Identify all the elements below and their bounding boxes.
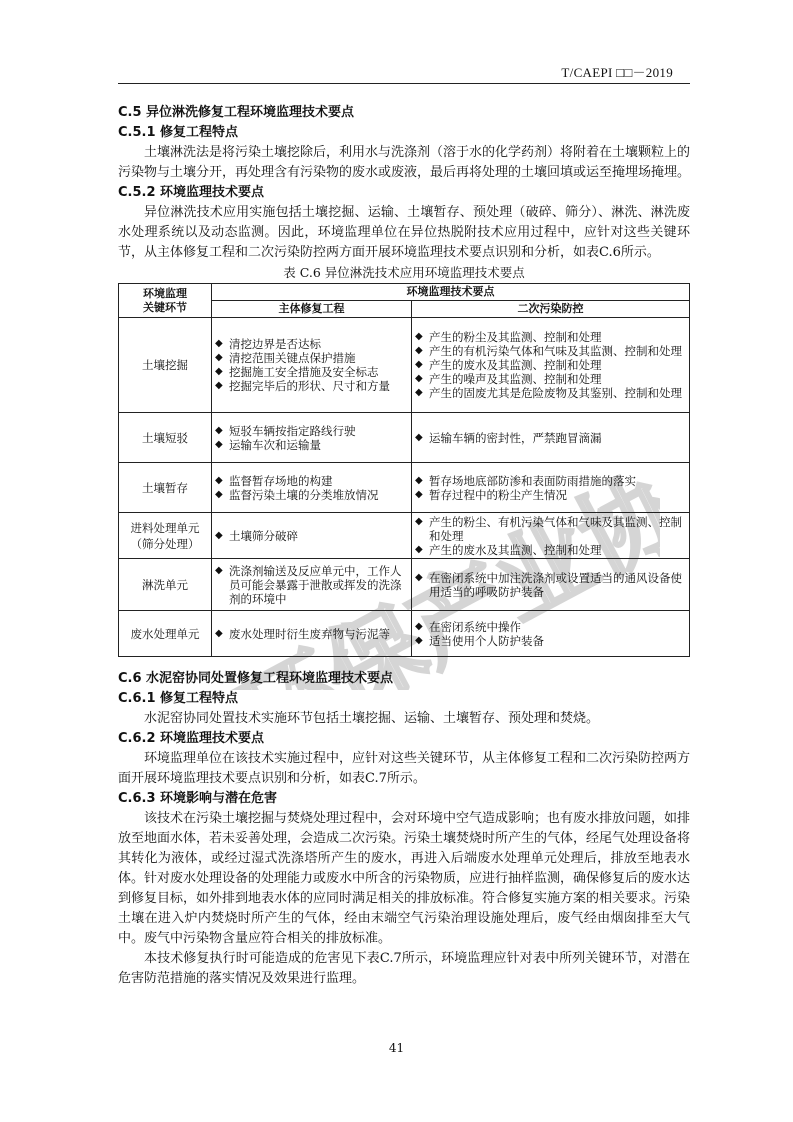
diamond-bullet-icon: ◆ (415, 373, 423, 384)
row-key-step: 废水处理单元 (119, 611, 212, 657)
doc-code: T/CAEPI □□－2019 (561, 65, 673, 80)
diamond-bullet-icon: ◆ (415, 488, 423, 500)
cell-main-works (212, 559, 412, 611)
list-item (415, 431, 686, 445)
cell-secondary-control (412, 413, 690, 463)
diamond-bullet-icon: ◆ (415, 515, 423, 527)
list-item (415, 620, 686, 634)
diamond-bullet-icon: ◆ (415, 571, 423, 583)
table-row (119, 463, 690, 513)
row-key-step: 土壤挖掘 (119, 318, 212, 413)
item-text: 运输车辆的密封性，严禁跑冒滴漏 (429, 430, 602, 445)
table-row (119, 513, 690, 559)
list-item (215, 351, 408, 365)
cell-secondary-control (412, 463, 690, 513)
row-key-step: 进料处理单元 （筛分处理） (119, 513, 212, 559)
diamond-bullet-icon: ◆ (415, 431, 423, 443)
list-item (215, 474, 408, 488)
list-item (215, 529, 408, 543)
list-item (415, 515, 686, 543)
diamond-bullet-icon: ◆ (215, 424, 223, 436)
diamond-bullet-icon: ◆ (215, 474, 223, 486)
cell-secondary-control (412, 611, 690, 657)
list-item (215, 488, 408, 502)
cell-main-works (212, 513, 412, 559)
cell-main-works (212, 318, 412, 413)
diamond-bullet-icon: ◆ (215, 529, 223, 541)
watermark-text: 环保产业协会 (222, 430, 660, 690)
section-c51-title: C.5.1 修复工程特点 (118, 125, 239, 140)
diamond-bullet-icon: ◆ (415, 387, 423, 398)
monitoring-table (118, 283, 690, 657)
diamond-bullet-icon: ◆ (415, 620, 423, 632)
section-c6-title: C.6 水泥窑协同处置修复工程环境监理技术要点 (118, 671, 394, 686)
table-row (119, 559, 690, 611)
list-item (415, 372, 686, 386)
head-main-works: 主体修复工程 (212, 301, 412, 318)
diamond-bullet-icon: ◆ (415, 634, 423, 646)
item-text: 清挖边界是否达标 (229, 337, 321, 351)
diamond-bullet-icon: ◆ (215, 352, 223, 363)
item-text: 挖掘施工安全措施及安全标志 (229, 365, 379, 379)
list-item (215, 424, 408, 438)
section-c63-text-1: 该技术在污染土壤挖掘与焚烧处理过程中，会对环境中空气造成影响；也有废水排放问题，如排放至地面水体，若未妥善处理，会造成二次污染。污染土壤焚烧时所产生的气体，经尾气处理设备将其转化为液体，或经过湿式洗涤塔所产生的废水，再进入后端废水处理单元处理后，排放至地表水体。针对废水处理设备的处理能力或废水中所含的污染物质，应进行抽样监测，确保修复后的废水达到修复目标，如外排到地表水体的应同时满足相关的排放标准。符合修复实施方案的相关要求。污染土壤在进入炉内焚烧时所产生的气体，经由末端空气污染治理设施处理后，废气经由烟囱排至大气中。废气中污染物含量应符合相关的排放标准。 (118, 811, 691, 946)
item-text: 适当使用个人防护装备 (429, 633, 544, 648)
item-text: 废水处理时衍生废弃物与污泥等 (229, 626, 390, 641)
cell-secondary-control (412, 513, 690, 559)
list-item (215, 438, 408, 452)
item-text: 洗涤剂输送及反应单元中，工作人员可能会暴露于泄散或挥发的洗涤剂的环境中 (229, 563, 402, 606)
section-c62-title: C.6.2 环境监理技术要点 (118, 731, 265, 746)
page-number: 41 (388, 1041, 405, 1055)
list-item (415, 634, 686, 648)
list-item (415, 543, 686, 557)
cell-main-works (212, 413, 412, 463)
list-item (415, 330, 686, 344)
item-text: 清挖范围关键点保护措施 (229, 351, 356, 365)
section-c61-text: 水泥窑协同处置技术实施环节包括土壤挖掘、运输、土壤暂存、预处理和焚烧。 (144, 711, 600, 726)
list-item (415, 386, 686, 400)
head-tech-points: 环境监理技术要点 (212, 284, 690, 301)
section-c63-text-2: 本技术修复执行时可能造成的危害见下表C.7所示，环境监理应针对表中所列关键环节，对潜在危害防范措施的落实情况及效果进行监理。 (118, 951, 690, 986)
row-key-step: 土壤暂存 (119, 463, 212, 513)
section-c5-title: C.5 异位淋洗修复工程环境监理技术要点 (118, 105, 355, 120)
diamond-bullet-icon: ◆ (415, 543, 423, 555)
item-text: 在密闭系统中加注洗涤剂或设置适当的通风设备使用适当的呼吸防护装备 (429, 570, 682, 599)
diamond-bullet-icon: ◆ (215, 438, 223, 450)
list-item (415, 474, 686, 488)
item-text: 产生的噪声及其监测、控制和处理 (429, 372, 602, 386)
head-key-step: 环境监理 关键环节 (119, 284, 212, 318)
list-item (415, 571, 686, 599)
diamond-bullet-icon: ◆ (215, 338, 223, 349)
list-item (215, 564, 408, 606)
item-text: 土壤筛分破碎 (229, 528, 298, 543)
diamond-bullet-icon: ◆ (215, 366, 223, 377)
diamond-bullet-icon: ◆ (215, 488, 223, 500)
diamond-bullet-icon: ◆ (415, 345, 423, 356)
list-item (415, 488, 686, 502)
diamond-bullet-icon: ◆ (415, 359, 423, 370)
section-c52-title: C.5.2 环境监理技术要点 (118, 185, 265, 200)
table-row (119, 611, 690, 657)
list-item (215, 365, 408, 379)
table-row (119, 413, 690, 463)
row-key-step: 淋洗单元 (119, 559, 212, 611)
diamond-bullet-icon: ◆ (415, 474, 423, 486)
item-text: 暂存过程中的粉尘产生情况 (429, 487, 567, 502)
list-item (415, 344, 686, 358)
item-text: 产生的废水及其监测、控制和处理 (429, 542, 602, 557)
item-text: 监督污染土壤的分类堆放情况 (229, 487, 379, 502)
section-c62-text: 环境监理单位在该技术实施过程中，应针对这些关键环节，从主体修复工程和二次污染防控两方面开展环境监理技术要点识别和分析，如表C.7所示。 (118, 751, 691, 786)
item-text: 产生的废水及其监测、控制和处理 (429, 358, 602, 372)
header-rule (118, 83, 690, 84)
item-text: 短驳车辆按指定路线行驶 (229, 423, 356, 438)
item-text: 监督暂存场地的构建 (229, 473, 333, 488)
list-item (415, 358, 686, 372)
item-text: 在密闭系统中操作 (429, 619, 521, 634)
head-secondary-control: 二次污染防控 (412, 301, 690, 318)
item-text: 暂存场地底部防渗和表面防雨措施的落实 (429, 473, 636, 488)
item-text: 产生的粉尘及其监测、控制和处理 (429, 330, 602, 344)
cell-main-works (212, 463, 412, 513)
diamond-bullet-icon: ◆ (215, 627, 223, 639)
section-c51-text: 土壤淋洗法是将污染土壤挖除后，利用水与洗涤剂（溶于水的化学药剂）将附着在土壤颗粒上的污染物与土壤分开，再处理含有污染物的废水或废液，最后再将处理的土壤回填或运至掩埋场掩埋。 (118, 145, 691, 180)
cell-secondary-control (412, 318, 690, 413)
section-c63-title: C.6.3 环境影响与潜在危害 (118, 791, 278, 806)
list-item (215, 379, 408, 393)
section-c52-text: 异位淋洗技术应用实施包括土壤挖掘、运输、土壤暂存、预处理（破碎、筛分）、淋洗、淋洗废水处理系统以及动态监测。因此，环境监理单位在异位热脱附技术应用过程中，应针对这些关键环节，从主体修复工程和二次污染防控两方面开展环境监理技术要点识别和分析，如表C.6所示。 (118, 205, 690, 260)
item-text: 产生的固废尤其是危险废物及其鉴别、控制和处理 (429, 386, 682, 400)
item-text: 产生的粉尘、有机污染气体和气味及其监测、控制和处理 (429, 514, 682, 543)
list-item (215, 337, 408, 351)
cell-main-works (212, 611, 412, 657)
diamond-bullet-icon: ◆ (215, 380, 223, 391)
diamond-bullet-icon: ◆ (215, 564, 223, 576)
item-text: 挖掘完毕后的形状、尺寸和方量 (229, 379, 390, 393)
cell-secondary-control (412, 559, 690, 611)
row-key-step: 土壤短驳 (119, 413, 212, 463)
item-text: 产生的有机污染气体和气味及其监测、控制和处理 (429, 344, 682, 358)
item-text: 运输车次和运输量 (229, 437, 321, 452)
table-row (119, 318, 690, 413)
section-c61-title: C.6.1 修复工程特点 (118, 691, 239, 706)
list-item (215, 627, 408, 641)
diamond-bullet-icon: ◆ (415, 331, 423, 342)
table-caption: 表 C.6 异位淋洗技术应用环境监理技术要点 (283, 265, 525, 280)
